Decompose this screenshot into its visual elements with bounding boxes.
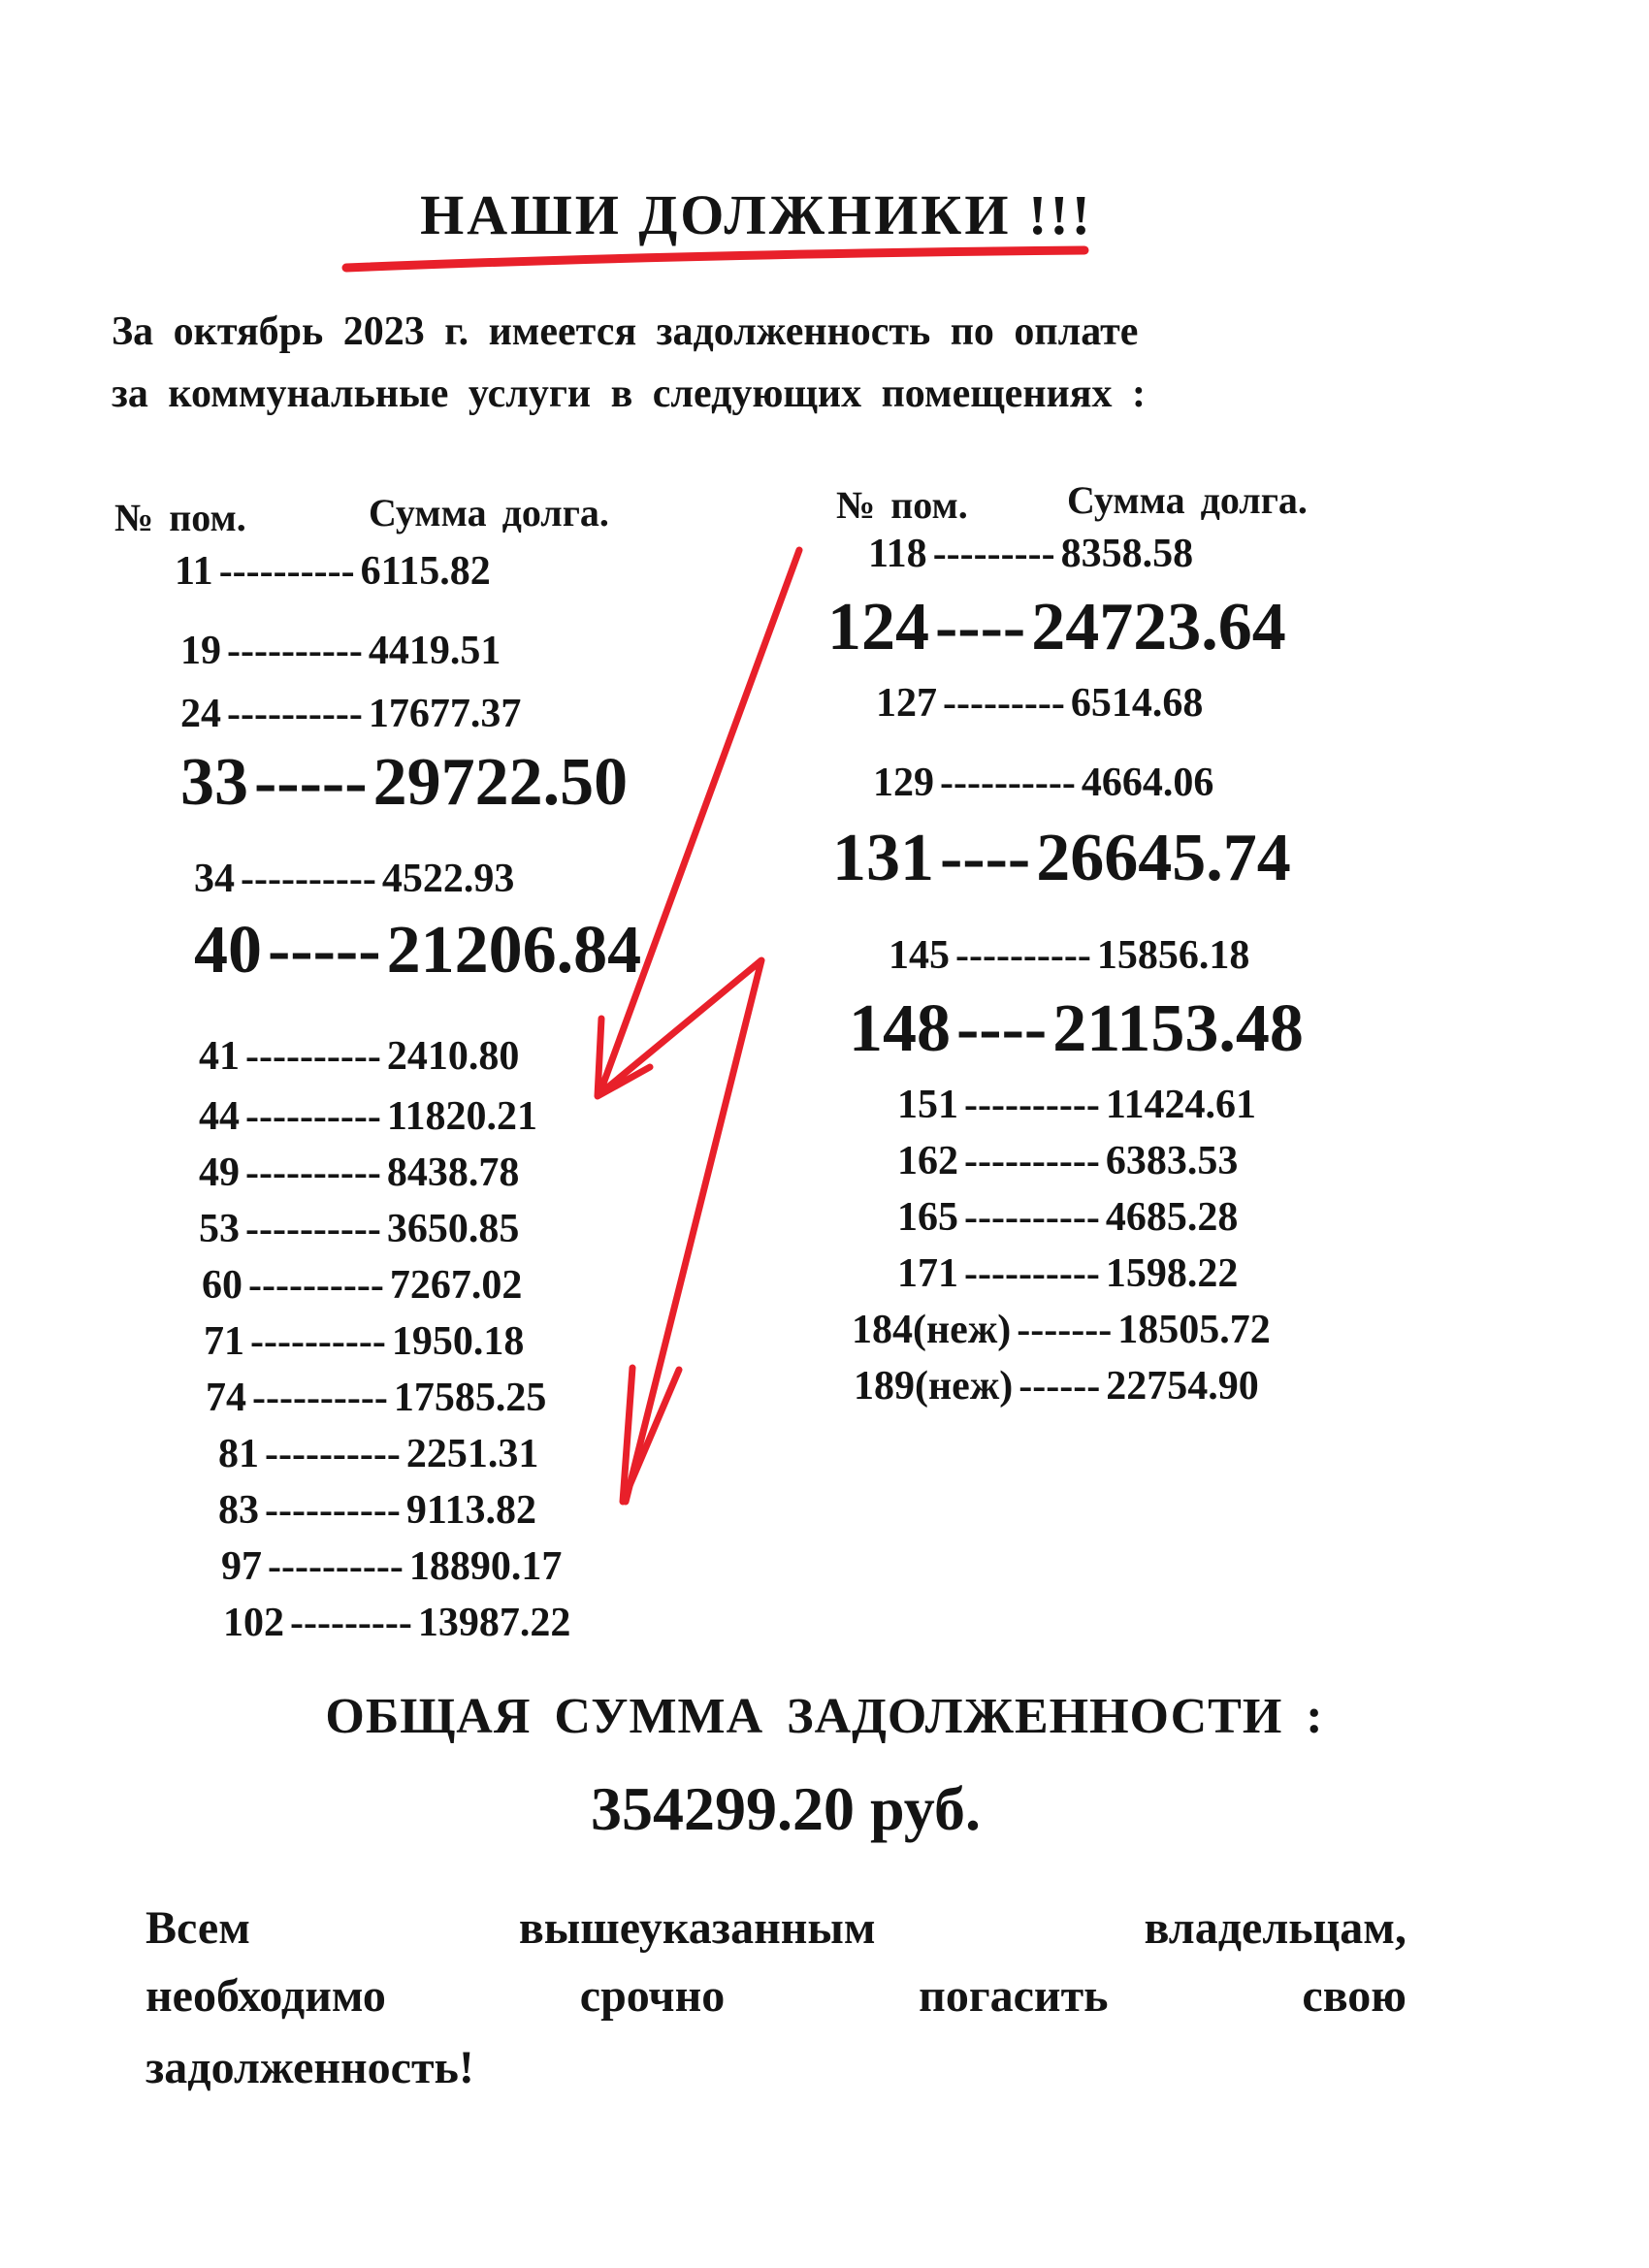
apartment-number: 24: [180, 692, 221, 736]
closing-line-3: задолженность!: [146, 2042, 474, 2093]
separator: -----: [268, 913, 381, 988]
separator: ----------: [955, 933, 1091, 978]
debt-amount: 8358.58: [1060, 532, 1194, 576]
apartment-number: 189(неж): [854, 1364, 1014, 1409]
apartment-number: 60: [202, 1263, 242, 1308]
closing-line-1: [146, 1901, 1406, 1955]
separator: ----: [940, 821, 1031, 895]
debt-amount: 6115.82: [360, 549, 491, 594]
debt-amount: 11424.61: [1105, 1083, 1257, 1127]
debt-amount: 2251.31: [405, 1432, 539, 1476]
debt-amount: 18505.72: [1117, 1308, 1271, 1352]
debt-row: [897, 1253, 1238, 1294]
debt-row: [199, 1036, 519, 1077]
debt-row: [194, 859, 514, 899]
closing-line-2: [146, 1969, 1406, 2023]
debt-amount: 2410.80: [386, 1034, 520, 1079]
debt-row: [221, 1546, 562, 1587]
debt-amount: 11820.21: [386, 1094, 538, 1139]
apartment-number: 124: [827, 590, 929, 664]
debt-amount: 13987.22: [417, 1601, 571, 1645]
right-amount-header: Сумма долга.: [1067, 478, 1308, 522]
apartment-number: 83: [218, 1488, 259, 1533]
debt-amount: 21153.48: [1052, 991, 1304, 1066]
separator: ----------: [964, 1139, 1100, 1183]
separator: ----------: [245, 1034, 381, 1079]
closing-word: погасить: [919, 1970, 1109, 2022]
apartment-number: 97: [221, 1544, 262, 1589]
apartment-number: 131: [832, 821, 934, 895]
apartment-number: 148: [849, 991, 951, 1066]
debt-row-highlighted: [827, 590, 1286, 664]
apartment-number: 11: [175, 549, 213, 594]
apartment-number: 53: [199, 1207, 240, 1251]
debt-row: [180, 694, 521, 734]
closing-word: Всем: [146, 1902, 250, 1954]
debt-row: [223, 1603, 570, 1643]
separator: ----------: [245, 1094, 381, 1139]
debt-row: [175, 551, 491, 592]
closing-word: владельцам,: [1144, 1902, 1406, 1954]
apartment-number: 49: [199, 1150, 240, 1195]
debt-row: [202, 1265, 522, 1306]
total-amount: 354299.20 руб.: [591, 1774, 981, 1843]
apartment-number: 118: [868, 532, 927, 576]
separator: -----: [254, 745, 368, 820]
arrow-head-lower-marker: [623, 1368, 679, 1502]
debt-row: [854, 1366, 1259, 1407]
separator: ----: [935, 590, 1026, 664]
debt-row: [199, 1096, 537, 1137]
apartment-number: 41: [199, 1034, 240, 1079]
separator: ------: [1018, 1364, 1101, 1409]
separator: ---------: [932, 532, 1055, 576]
intro-line-2: за коммунальные услуги в следующих помещениях :: [112, 372, 1146, 416]
apartment-number: 184(неж): [852, 1308, 1012, 1352]
separator: ----------: [964, 1195, 1100, 1240]
debt-row: [218, 1490, 536, 1531]
debt-amount: 7267.02: [389, 1263, 523, 1308]
debt-row: [897, 1085, 1256, 1125]
apartment-number: 71: [204, 1319, 244, 1364]
debt-row: [897, 1197, 1238, 1238]
separator: ----------: [940, 761, 1076, 805]
arrow-head-upper-marker: [598, 1019, 650, 1096]
separator: ----------: [227, 692, 363, 736]
intro-line-1: За октябрь 2023 г. имеется задолженность по оплате: [112, 309, 1139, 354]
debt-row: [180, 631, 501, 671]
debt-amount: 3650.85: [386, 1207, 520, 1251]
closing-word: свою: [1302, 1970, 1406, 2022]
closing-word: срочно: [579, 1970, 726, 2022]
apartment-number: 129: [873, 761, 934, 805]
separator: ----------: [218, 549, 355, 594]
debt-row: [206, 1377, 546, 1418]
separator: ----------: [250, 1319, 386, 1364]
separator: ----------: [268, 1544, 404, 1589]
separator: ----------: [964, 1251, 1100, 1296]
apartment-number: 33: [180, 745, 248, 820]
apartment-number: 171: [897, 1251, 958, 1296]
debt-amount: 1598.22: [1105, 1251, 1239, 1296]
right-number-header: № пом.: [836, 483, 968, 527]
debt-amount: 4685.28: [1105, 1195, 1239, 1240]
separator: ---------: [290, 1601, 412, 1645]
debt-amount: 17585.25: [393, 1376, 547, 1420]
separator: -------: [1017, 1308, 1113, 1352]
apartment-number: 145: [889, 933, 950, 978]
debt-row: [868, 534, 1193, 574]
debt-row-highlighted: [180, 745, 629, 820]
separator: ----------: [245, 1150, 381, 1195]
debt-amount: 26645.74: [1036, 821, 1291, 895]
debt-amount: 6383.53: [1105, 1139, 1239, 1183]
separator: ---------: [943, 681, 1065, 726]
separator: ----------: [265, 1432, 401, 1476]
total-label: ОБЩАЯ СУММА ЗАДОЛЖЕННОСТИ :: [325, 1689, 1324, 1744]
apartment-number: 81: [218, 1432, 259, 1476]
debt-amount: 21206.84: [386, 913, 642, 988]
closing-word: вышеуказанным: [518, 1902, 876, 1954]
debt-amount: 4664.06: [1081, 761, 1214, 805]
debt-row: [852, 1310, 1271, 1350]
notice-title: НАШИ ДОЛЖНИКИ !!!: [420, 183, 1093, 246]
debt-amount: 8438.78: [386, 1150, 520, 1195]
debt-amount: 15856.18: [1096, 933, 1250, 978]
left-amount-header: Сумма долга.: [369, 491, 609, 535]
debt-amount: 1950.18: [391, 1319, 525, 1364]
title-underline-marker: [346, 250, 1084, 268]
separator: ----: [956, 991, 1048, 1066]
apartment-number: 74: [206, 1376, 246, 1420]
apartment-number: 165: [897, 1195, 958, 1240]
debt-amount: 9113.82: [405, 1488, 537, 1533]
debt-amount: 22754.90: [1106, 1364, 1259, 1409]
apartment-number: 127: [876, 681, 937, 726]
debt-row: [199, 1209, 519, 1249]
debt-amount: 18890.17: [408, 1544, 563, 1589]
separator: ----------: [241, 857, 376, 901]
debt-row: [889, 935, 1249, 976]
debt-amount: 4419.51: [368, 629, 501, 673]
debt-row: [897, 1141, 1238, 1182]
separator: ----------: [964, 1083, 1100, 1127]
apartment-number: 44: [199, 1094, 240, 1139]
apartment-number: 40: [194, 913, 262, 988]
apartment-number: 151: [897, 1083, 958, 1127]
separator: ----------: [252, 1376, 388, 1420]
debt-row-highlighted: [194, 913, 642, 988]
separator: ----------: [227, 629, 363, 673]
debt-row: [204, 1321, 524, 1362]
debt-row: [873, 762, 1213, 803]
debt-amount: 24723.64: [1031, 590, 1286, 664]
debt-row-highlighted: [849, 991, 1304, 1066]
debt-amount: 17677.37: [368, 692, 522, 736]
debt-amount: 4522.93: [381, 857, 515, 901]
apartment-number: 162: [897, 1139, 958, 1183]
apartment-number: 34: [194, 857, 235, 901]
separator: ----------: [245, 1207, 381, 1251]
closing-word: необходимо: [146, 1970, 386, 2022]
apartment-number: 19: [180, 629, 221, 673]
debt-amount: 29722.50: [372, 745, 629, 820]
apartment-number: 102: [223, 1601, 284, 1645]
debt-row: [876, 683, 1203, 724]
lightning-arrow-marker: [599, 550, 799, 1502]
debt-row: [218, 1434, 538, 1474]
left-number-header: № пом.: [114, 496, 246, 539]
debt-amount: 6514.68: [1070, 681, 1204, 726]
debt-row: [199, 1152, 519, 1193]
separator: ----------: [248, 1263, 384, 1308]
separator: ----------: [265, 1488, 401, 1533]
debt-row-highlighted: [832, 821, 1291, 895]
